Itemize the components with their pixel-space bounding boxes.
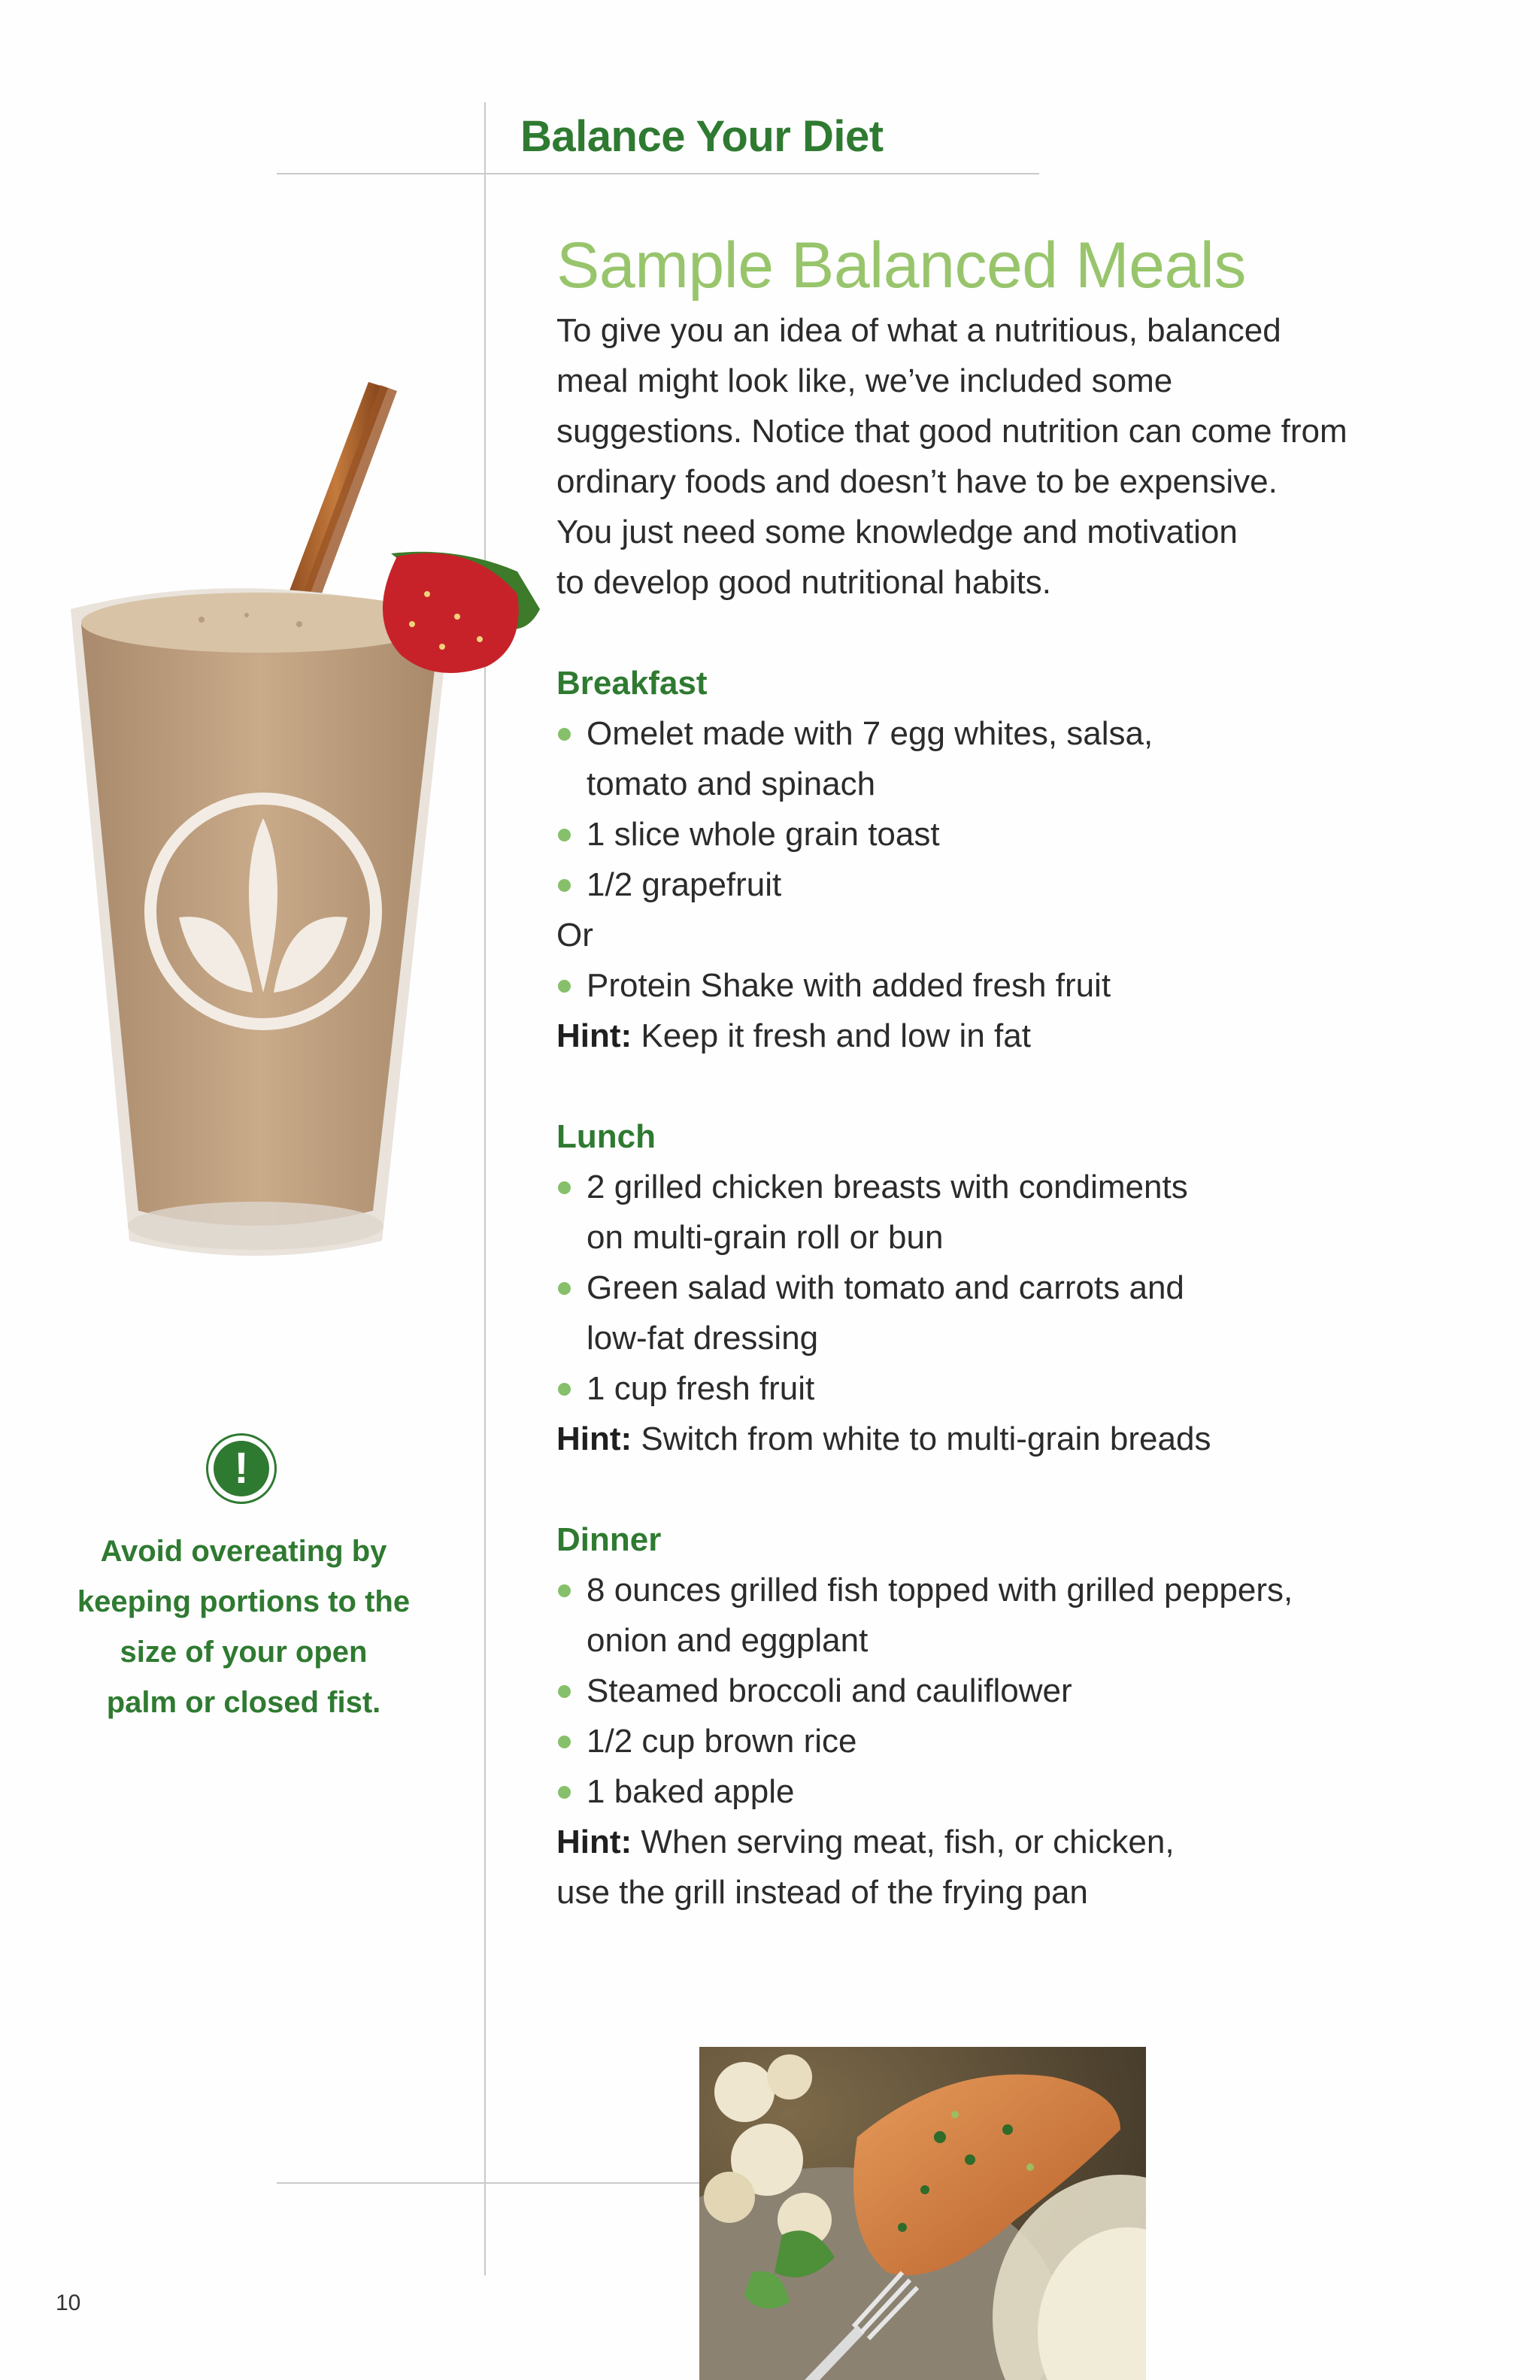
bullet-icon	[558, 1786, 571, 1799]
list-item	[556, 1565, 1444, 1666]
intro-line: To give you an idea of what a nutritious, balanced	[556, 312, 1281, 349]
bullet-icon	[558, 879, 571, 892]
intro-line: suggestions. Notice that good nutrition can come from	[556, 413, 1348, 450]
main-content	[556, 226, 1444, 1918]
bullet-icon	[558, 1383, 571, 1396]
tip-line: Avoid overeating by	[100, 1535, 387, 1568]
dinner-hint	[556, 1817, 1444, 1867]
portion-tip	[45, 1527, 442, 1728]
list-item	[556, 1162, 1444, 1263]
bullet-icon	[558, 1736, 571, 1748]
lunch-hint	[556, 1414, 1444, 1464]
intro-line: to develop good nutritional habits.	[556, 564, 1052, 601]
list-item-text: Omelet made with 7 egg whites, salsa,	[587, 715, 1153, 752]
intro-line: ordinary foods and doesn’t have to be expensive.	[556, 463, 1278, 500]
list-item-text: 1/2 cup brown rice	[587, 1723, 857, 1760]
list-item-text: Steamed broccoli and cauliflower	[587, 1672, 1072, 1709]
hint-text: Switch from white to multi-grain breads	[632, 1420, 1211, 1457]
list-item	[556, 1666, 1444, 1716]
bullet-icon	[558, 1181, 571, 1194]
bullet-icon	[558, 1282, 571, 1295]
list-item-text: Green salad with tomato and carrots and	[587, 1269, 1184, 1306]
tip-line: keeping portions to the	[77, 1585, 411, 1618]
hint-label: Hint:	[556, 1017, 632, 1054]
footer-rule	[277, 2182, 699, 2184]
intro-line: meal might look like, we’ve included some	[556, 362, 1173, 399]
section-title: Balance Your Diet	[520, 112, 884, 161]
page-number: 10	[56, 2291, 81, 2315]
list-item	[556, 708, 1444, 809]
list-item	[556, 809, 1444, 860]
list-item-text: 8 ounces grilled fish topped with grilled peppers,	[587, 1572, 1293, 1608]
tip-line: palm or closed fist.	[106, 1686, 381, 1719]
list-item-text: low-fat dressing	[587, 1320, 819, 1357]
exclamation-symbol: !	[214, 1441, 269, 1496]
intro-paragraph	[556, 305, 1444, 608]
page-heading: Sample Balanced Meals	[556, 229, 1246, 302]
list-item-text: tomato and spinach	[587, 766, 876, 802]
grilled-fish-photo	[699, 2047, 1146, 2380]
hint-label: Hint:	[556, 1420, 632, 1457]
list-item-text: onion and eggplant	[587, 1622, 869, 1659]
bullet-icon	[558, 728, 571, 741]
list-item-text: 1/2 grapefruit	[587, 866, 782, 903]
bullet-icon	[558, 829, 571, 841]
dinner-heading: Dinner	[556, 1521, 662, 1558]
hint-label: Hint:	[556, 1824, 632, 1860]
list-item-text: 1 baked apple	[587, 1773, 795, 1810]
list-item-text: 1 slice whole grain toast	[587, 816, 940, 853]
dinner-hint-continued: use the grill instead of the frying pan	[556, 1874, 1088, 1911]
list-item-text: on multi-grain roll or bun	[587, 1219, 944, 1256]
hint-text: Keep it fresh and low in fat	[632, 1017, 1031, 1054]
list-item	[556, 860, 1444, 910]
bullet-icon	[558, 1584, 571, 1597]
lunch-heading: Lunch	[556, 1118, 656, 1155]
intro-line: You just need some knowledge and motivation	[556, 514, 1238, 550]
list-item-text: Protein Shake with added fresh fruit	[587, 967, 1111, 1004]
list-item-text: 1 cup fresh fruit	[587, 1370, 815, 1407]
list-item	[556, 1263, 1444, 1363]
hint-text: When serving meat, fish, or chicken,	[632, 1824, 1175, 1860]
or-separator: Or	[556, 917, 593, 954]
header-rule	[277, 173, 1039, 174]
list-item	[556, 960, 1444, 1011]
tip-line: size of your open	[120, 1636, 368, 1669]
exclamation-icon	[206, 1433, 277, 1504]
bullet-icon	[558, 1685, 571, 1698]
breakfast-hint	[556, 1011, 1444, 1061]
list-item-text: 2 grilled chicken breasts with condiments	[587, 1169, 1188, 1205]
list-item	[556, 1363, 1444, 1414]
list-item	[556, 1716, 1444, 1766]
list-item	[556, 1766, 1444, 1817]
protein-shake-image	[66, 368, 593, 1275]
breakfast-heading: Breakfast	[556, 665, 708, 702]
bullet-icon	[558, 980, 571, 993]
